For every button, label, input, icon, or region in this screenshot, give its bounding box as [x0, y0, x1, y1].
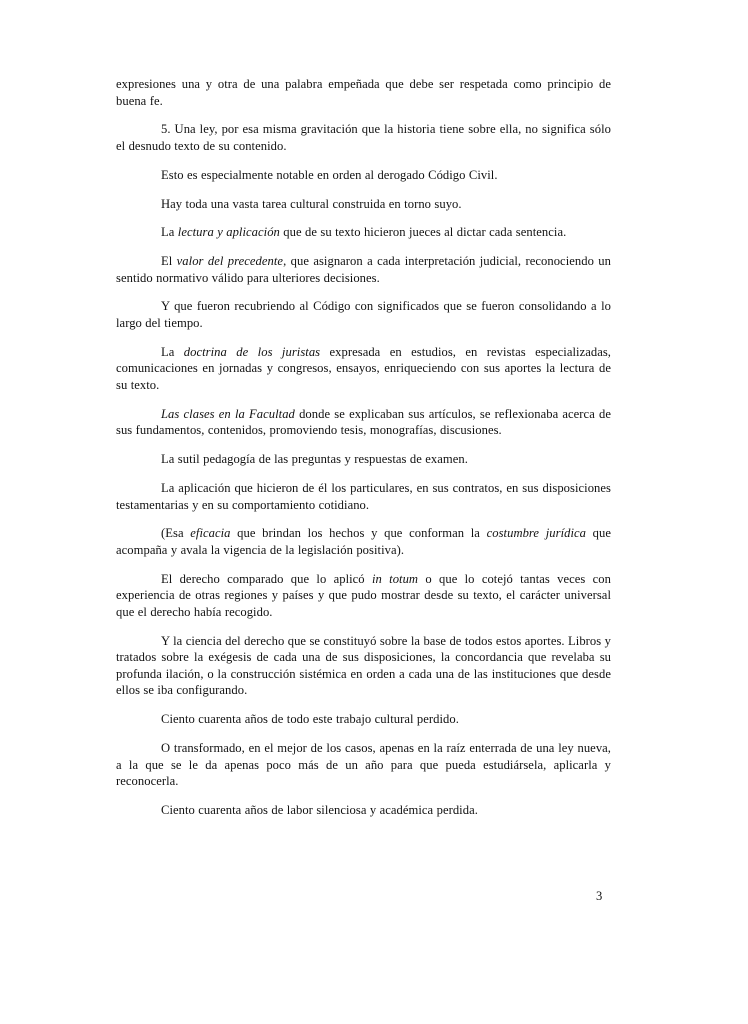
paragraph-6	[116, 253, 611, 286]
paragraph-12-text-after: que acompaña y avala la vigencia de la legislación positiva).	[116, 526, 611, 557]
paragraph-7: Y que fueron recubriendo al Código con significados que se fueron consolidando a lo largo del tiempo.	[116, 299, 611, 331]
paragraph-17: Ciento cuarenta años de labor silenciosa y académica perdida.	[161, 803, 478, 817]
paragraph-9-italic: Las clases en la Facultad	[161, 406, 295, 421]
paragraph-13	[116, 571, 611, 621]
paragraph-9	[116, 406, 611, 439]
paragraph-13-text-after: o que lo cotejó tantas veces con experiencia de otras regiones y países y que pudo mostrar desde su texto, el carácter universal que el derecho había recogido.	[116, 571, 611, 619]
paragraph-6-text-after: , que asignaron a cada interpretación judicial, reconociendo un sentido normativo válido para ulteriores decisiones.	[116, 254, 611, 285]
paragraph-12-text-mid: que brindan los hechos y que conforman la	[230, 526, 487, 541]
paragraph-16: O transformado, en el mejor de los casos, apenas en la raíz enterrada de una ley nueva, a la que se le da apenas poco más de un año para que pueda estudiársela, aplicarla y reconocerla.	[116, 741, 611, 789]
paragraph-5-text-before: La	[161, 225, 178, 240]
paragraph-1: expresiones una y otra de una palabra empeñada que debe ser respetada como principio de buena fe.	[116, 77, 611, 108]
paragraph-13-italic: in totum	[371, 571, 419, 586]
paragraph-4: Hay toda una vasta tarea cultural construida en torno suyo.	[161, 196, 462, 211]
paragraph-12-italic-2: costumbre jurídica	[486, 526, 586, 541]
paragraph-2: 5. Una ley, por esa misma gravitación que la historia tiene sobre ella, no significa sólo el desnudo texto de su contenido.	[116, 122, 611, 153]
paragraph-5-italic: lectura y aplicación	[177, 225, 280, 240]
paragraph-12-text-before: (Esa	[161, 526, 191, 541]
paragraph-12	[116, 525, 611, 558]
paragraph-5	[116, 224, 611, 241]
page-number: 3	[596, 889, 603, 903]
paragraph-10: La sutil pedagogía de las preguntas y respuestas de examen.	[161, 452, 468, 467]
paragraph-11: La aplicación que hicieron de él los particulares, en sus contratos, en sus disposiciones testamentarias y en su comportamiento cotidiano.	[116, 480, 611, 512]
paragraph-3: Esto es especialmente notable en orden al derogado Código Civil.	[161, 167, 498, 182]
document-body	[116, 76, 611, 819]
paragraph-12-italic-1: eficacia	[190, 526, 231, 541]
paragraph-8-italic: doctrina de los juristas	[183, 344, 321, 359]
paragraph-14: Y la ciencia del derecho que se constituyó sobre la base de todos estos aportes. Libros y tratados sobre la exégesis de cada una de sus disposiciones, la concordancia que revelaba su profunda ilación, o la construcción sistémica en orden a cada una de las instituciones que desde ellos se iba configurando.	[116, 633, 611, 698]
paragraph-15: Ciento cuarenta años de todo este trabajo cultural perdido.	[161, 712, 459, 727]
paragraph-8	[116, 344, 611, 394]
paragraph-9-text-after: donde se explicaban sus artículos, se reflexionaba acerca de sus fundamentos, contenidos, promoviendo tesis, monografías, discusiones.	[116, 406, 611, 438]
paragraph-6-italic: valor del precedente	[176, 254, 284, 269]
paragraph-8-text-after: expresada en estudios, en revistas especializadas, comunicaciones en jornadas y congresos, ensayos, enriqueciendo con sus aportes la lectura de su texto.	[116, 344, 611, 393]
paragraph-13-text-before: El derecho comparado que lo aplicó	[161, 571, 372, 586]
paragraph-6-text-before: El	[161, 254, 177, 269]
paragraph-5-text-after: que de su texto hicieron jueces al dictar cada sentencia.	[279, 225, 567, 240]
paragraph-8-text-before: La	[161, 344, 184, 359]
